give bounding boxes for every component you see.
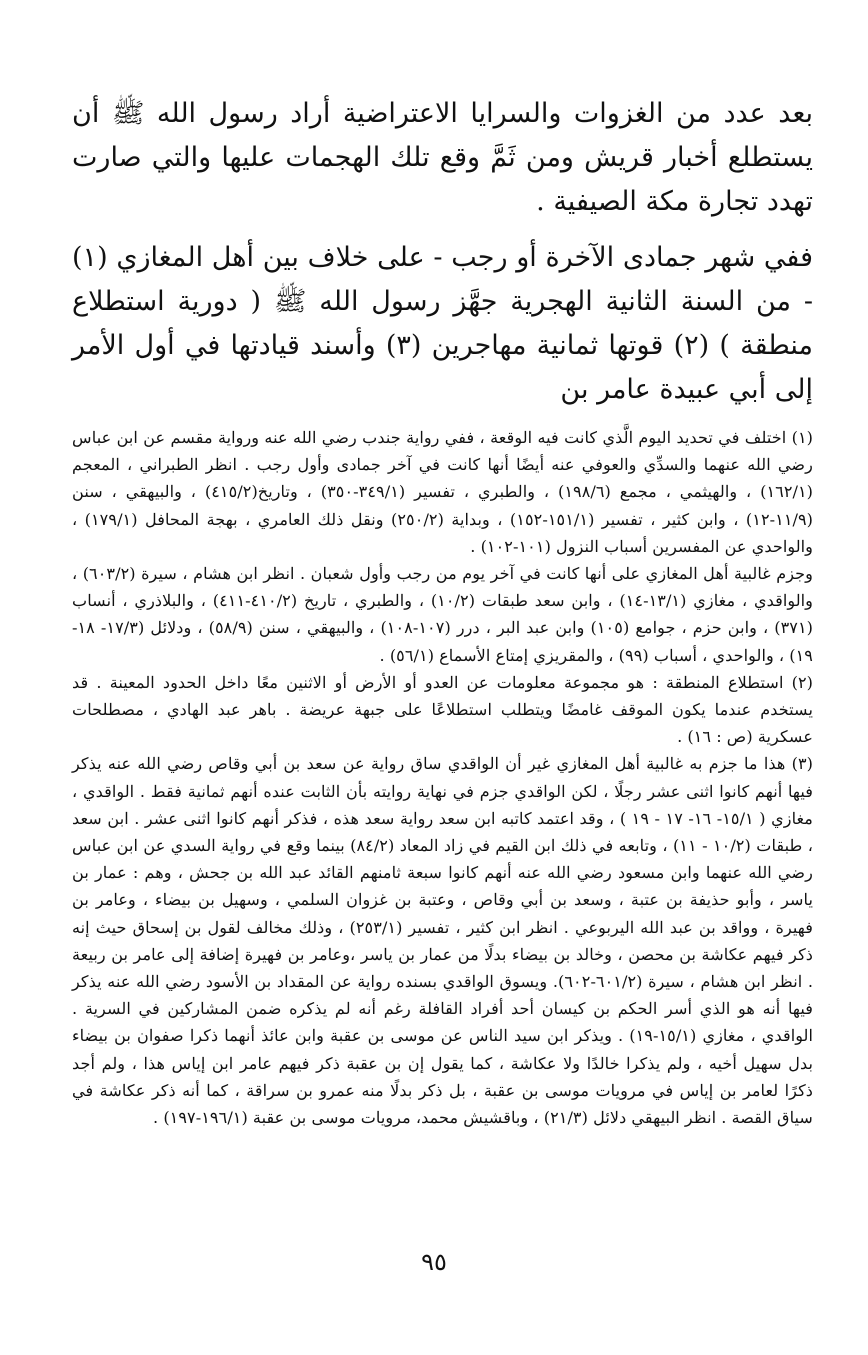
page-number: ٩٥ xyxy=(421,1248,447,1276)
footnotes xyxy=(72,424,813,1131)
footnote: وجزم غالبية أهل المغازي على أنها كانت في آخر يوم من رجب وأول شعبان . انظر ابن هشام ، سيرة (٦٠٣/٢) ، والواقدي ، مغازي (١٣/١-١٤) ، وابن سعد طبقات (١٠/٢) ، والطبري ، تاريخ (٤١٠/٢-٤١١) ، والبلاذري ، أنساب (٣٧١) ، وابن حزم ، جوامع (١٠٥) وابن عبد البر ، درر (١٠٧-١٠٨) ، والبيهقي ، سنن (٥٨/٩) ، ودلائل (١٧/٣- ١٨- ١٩) ، والواحدي ، أسباب (٩٩) ، والمقريزي إمتاع الأسماع (٥٦/١) . xyxy=(72,564,813,665)
footnote: (١) اختلف في تحديد اليوم الَّذي كانت فيه الوقعة ، ففي رواية جندب رضي الله عنه ورواية مقسم عن ابن عباس رضي الله عنهما والسدِّي والعوفي عنه أيضًا أنها كانت في آخر جمادى وأول رجب . انظر الطبراني ، المعجم (١٦٢/١) ، والهيثمي ، مجمع (١٩٨/٦) ، والطبري ، تفسير (٣٤٩/١-٣٥٠) ، وتاريخ(٤١٥/٢) ، والبيهقي ، سنن (١١/٩-١٢) ، وابن كثير ، تفسير (١٥١/١-١٥٢) ، وبداية (٢٥٠/٢) ونقل ذلك العامري ، بهجة المحافل (١٧٩/١) ، والواحدي عن المفسرين أسباب النزول (١٠١-١٠٢) . xyxy=(72,428,813,556)
footnote: (٣) هذا ما جزم به غالبية أهل المغازي غير أن الواقدي ساق رواية عن سعد بن أبي وقاص رضي الله عنه يذكر فيها أنهم كانوا اثنى عشر رجلًا ، لكن الواقدي جزم في نهاية روايته بأن الثابت عنده أنهم ثمانية فقط . الواقدي ، مغازي ( ١٥/١- ١٦- ١٧ - ١٩ ) ، وقد اعتمد كاتبه ابن سعد رواية سعد هذه ، فذكر أنهم كانوا اثنى عشر . ابن سعد ، طبقات (١٠/٢ - ١١) ، وتابعه في ذلك ابن القيم في زاد المعاد (٨٤/٢) بينما وقع في رواية السدي عن ابن عباس رضي الله عنهما وابن مسعود رضي الله عنه أنهم كانوا سبعة ثامنهم القائد عبد الله بن جحش ، وهم : عمار بن ياسر ، وأبو حذيفة بن عتبة ، وسعد بن أبي وقاص ، وعتبة بن غزوان السلمي ، وسهيل بن بيضاء ، وعامر بن فهيرة ، وواقد بن عبد الله اليربوعي . انظر ابن كثير ، تفسير (٢٥٣/١) ، وذلك مخالف لقول بن إسحاق حيث إنه ذكر فيهم عكاشة بن محصن ، وخالد بن بيضاء بدلًا من عمار بن ياسر ،وعامر بن فهيرة إضافة إلى عامر بن ربيعة . انظر ابن هشام ، سيرة (٦٠١/٢-٦٠٢). ويسوق الواقدي بسنده رواية عن المقداد بن الأسود رضي الله عنه يذكر فيها أنه هو الذي أسر الحكم بن كيسان أحد أفراد القافلة رغم أنه لم يذكره ضمن المشاركين في السرية . الواقدي ، مغازي (١٥/١-١٩) . ويذكر ابن سيد الناس عن موسى بن عقبة وابن عائذ أنهما ذكرا صفوان بن بيضاء بدل سهيل أخيه ، ولم يذكرا خالدًا ولا عكاشة ، كما يقول إن بن عقبة ذكر فيهم عامر ابن إياس هذا ، ولم أجد ذكرًا لعامر بن إياس في مرويات موسى بن عقبة ، بل ذكر بدلًا منه عمرو بن سراقة ، كما أنه ذكر عكاشة في سياق القصة . انظر البيهقي دلائل (٢١/٣) ، وباقشيش محمد، مرويات موسى بن عقبة (١٩٦/١-١٩٧) . xyxy=(72,754,813,1128)
main-paragraph: ففي شهر جمادى الآخرة أو رجب - على خلاف بين أهل المغازي (١) - من السنة الثانية الهجرية جهَّز رسول الله ﷺ ( دورية استطلاع منطقة ) (٢) قوتها ثمانية مهاجرين (٣) وأسند قيادتها في أول الأمر إلى أبي عبيدة عامر بن xyxy=(72,242,813,405)
main-text xyxy=(72,92,813,412)
footnote: (٢) استطلاع المنطقة : هو مجموعة معلومات عن العدو أو الأرض أو الاثنين معًا داخل الحدود المعينة . قد يستخدم عندما يكون الموقف غامضًا ويتطلب استطلاعًا على جبهة عريضة . باهر عبد الهادي ، مصطلحات عسكرية (ص : ١٦) . xyxy=(72,672,813,747)
main-paragraph: بعد عدد من الغزوات والسرايا الاعتراضية أراد رسول الله ﷺ أن يستطلع أخبار قريش ومن ثَمَّ وقع تلك الهجمات عليها والتي صارت تهدد تجارة مكة الصيفية . xyxy=(72,98,813,217)
